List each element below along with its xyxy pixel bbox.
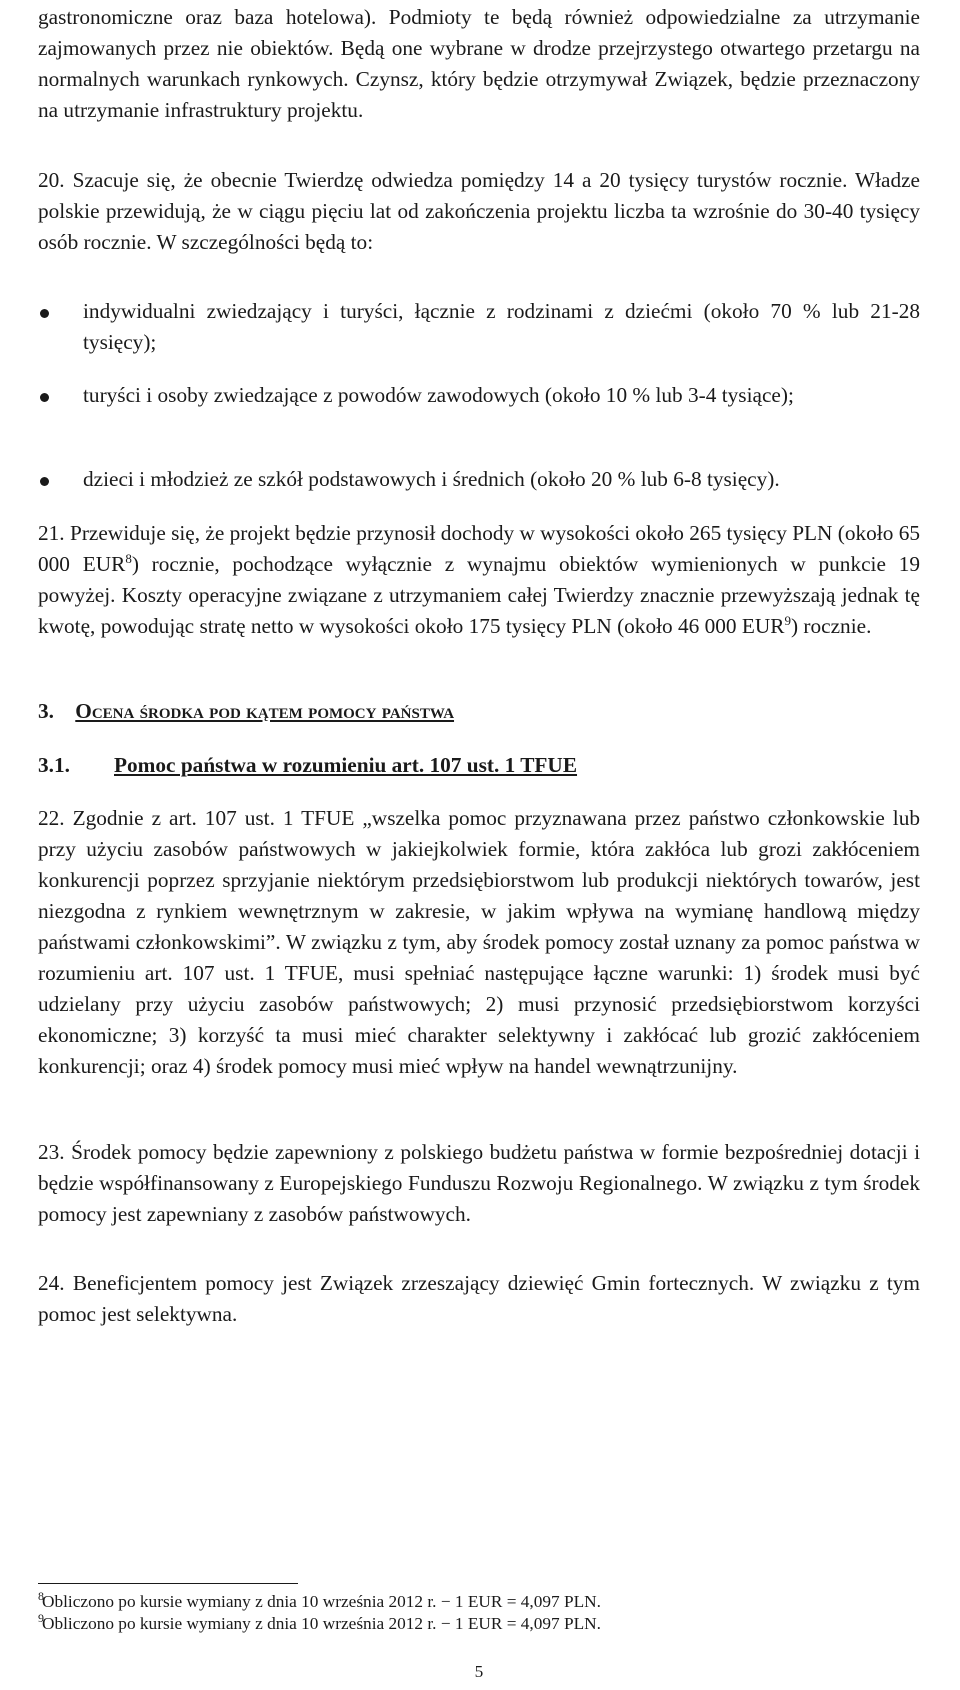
paragraph-20-number: 20.	[38, 168, 65, 192]
paragraph-23-number: 23.	[38, 1140, 65, 1164]
page-number: 5	[474, 1662, 484, 1681]
footnote-9-text: Obliczono po kursie wymiany z dnia 10 września 2012 r. − 1 EUR = 4,097 PLN.	[42, 1614, 601, 1633]
section-3-1-number: 3.1.	[38, 753, 70, 777]
footnote-separator	[38, 1583, 298, 1584]
paragraph-22-number: 22.	[38, 806, 65, 830]
list-item-text: dzieci i młodzież ze szkół podstawowych i średnich (około 20 % lub 6-8 tysięcy).	[83, 467, 780, 491]
bullet-icon	[40, 393, 49, 402]
section-3-number: 3.	[38, 699, 54, 723]
paragraph-21-body	[38, 518, 920, 642]
paragraph-23-body	[38, 1137, 920, 1230]
paragraph-24-number: 24.	[38, 1271, 65, 1295]
list-item-text: indywidualni zwiedzający i turyści, łącznie z rodzinami z dziećmi (około 70 % lub 21-28 tysięcy);	[83, 299, 920, 354]
footnote-8-number: 8	[38, 1589, 44, 1603]
paragraph-24-body	[38, 1268, 920, 1330]
paragraph-20-text: Szacuje się, że obecnie Twierdzę odwiedza pomiędzy 14 a 20 tysięcy turystów rocznie. Władze polskie przewidują, że w ciągu pięciu lat od zakończenia projektu liczba ta wzrośnie do 30-40 tysięcy osób rocznie. W szczególności będą to:	[38, 168, 920, 254]
paragraph-22-body	[38, 803, 920, 1082]
paragraph-21-number: 21.	[38, 521, 65, 545]
paragraph-21-text-part2: ) rocznie, pochodzące wyłącznie z wynajmu obiektów wymienionych w punkcie 19 powyżej. Koszty operacyjne związane z utrzymaniem całej Twierdzy znacznie przewyższają jednak tę kwotę, powodując stratę netto w wysokości około 175 tysięcy PLN (około 46 000 EUR	[38, 552, 920, 638]
paragraph-20-body	[38, 165, 920, 258]
paragraph-24-text: Beneficjentem pomocy jest Związek zrzeszający dziewięć Gmin fortecznych. W związku z tym pomoc jest selektywna.	[38, 1271, 921, 1326]
intro-paragraph: gastronomiczne oraz baza hotelowa). Podmioty te będą również odpowiedzialne za utrzymanie zajmowanych przez nie obiektów. Będą one wybrane w drodze przejrzystego otwartego przetargu na normalnych warunkach rynkowych. Czynsz, który będzie otrzymywał Związek, będzie przeznaczony na utrzymanie infrastruktury projektu.	[38, 5, 920, 122]
list-item-text: turyści i osoby zwiedzające z powodów zawodowych (około 10 % lub 3-4 tysiące);	[83, 383, 794, 407]
paragraph-21-text-part3: ) rocznie.	[790, 614, 872, 638]
section-3-1-title: Pomoc państwa w rozumieniu art. 107 ust. 1 TFUE	[114, 753, 578, 777]
footnote-ref-9[interactable]: 9	[784, 613, 791, 628]
section-3-heading	[38, 696, 454, 727]
footnote-ref-8[interactable]: 8	[125, 551, 132, 566]
footnote-9-number: 9	[38, 1611, 44, 1625]
paragraph-23-text: Środek pomocy będzie zapewniony z polskiego budżetu państwa w formie bezpośredniej dotacji i będzie współfinansowany z Europejskiego Funduszu Rozwoju Regionalnego. W związku z tym środek pomocy jest zapewniany z zasobów państwowych.	[38, 1140, 921, 1226]
section-3-title: Ocena środka pod kątem pomocy państwa	[75, 699, 455, 723]
bullet-icon	[40, 477, 49, 486]
section-3-1-heading	[38, 750, 577, 781]
footnote-8-text: Obliczono po kursie wymiany z dnia 10 września 2012 r. − 1 EUR = 4,097 PLN.	[42, 1592, 601, 1611]
paragraph-21-text-part1: Przewiduje się, że projekt będzie przynosił dochody w wysokości około 265 tysięcy PLN (około 65 000 EUR	[38, 521, 920, 576]
bullet-icon	[40, 309, 49, 318]
paragraph-22-text: Zgodnie z art. 107 ust. 1 TFUE „wszelka pomoc przyznawana przez państwo członkowskie lub przy użyciu zasobów państwowych w jakiejkolwiek formie, która zakłóca lub grozi zakłóceniem konkurencji poprzez sprzyjanie niektórym przedsiębiorstwom lub produkcji niektórych towarów, jest niezgodna z rynkiem wewnętrznym w zakresie, w jakim wpływa na wymianę handlową między państwami członkowskimi”. W związku z tym, aby środek pomocy został uznany za pomoc państwa w rozumieniu art. 107 ust. 1 TFUE, musi spełniać następujące łączne warunki: 1) środek musi być udzielany przy użyciu zasobów państwowych; 2) musi przynosić przedsiębiorstwom korzyści ekonomiczne; 3) korzyść ta musi mieć charakter selektywny i zakłócać lub grozić zakłóceniem konkurencji; oraz 4) środek pomocy musi mieć wpływ na handel wewnątrzunijny.	[38, 806, 921, 1078]
